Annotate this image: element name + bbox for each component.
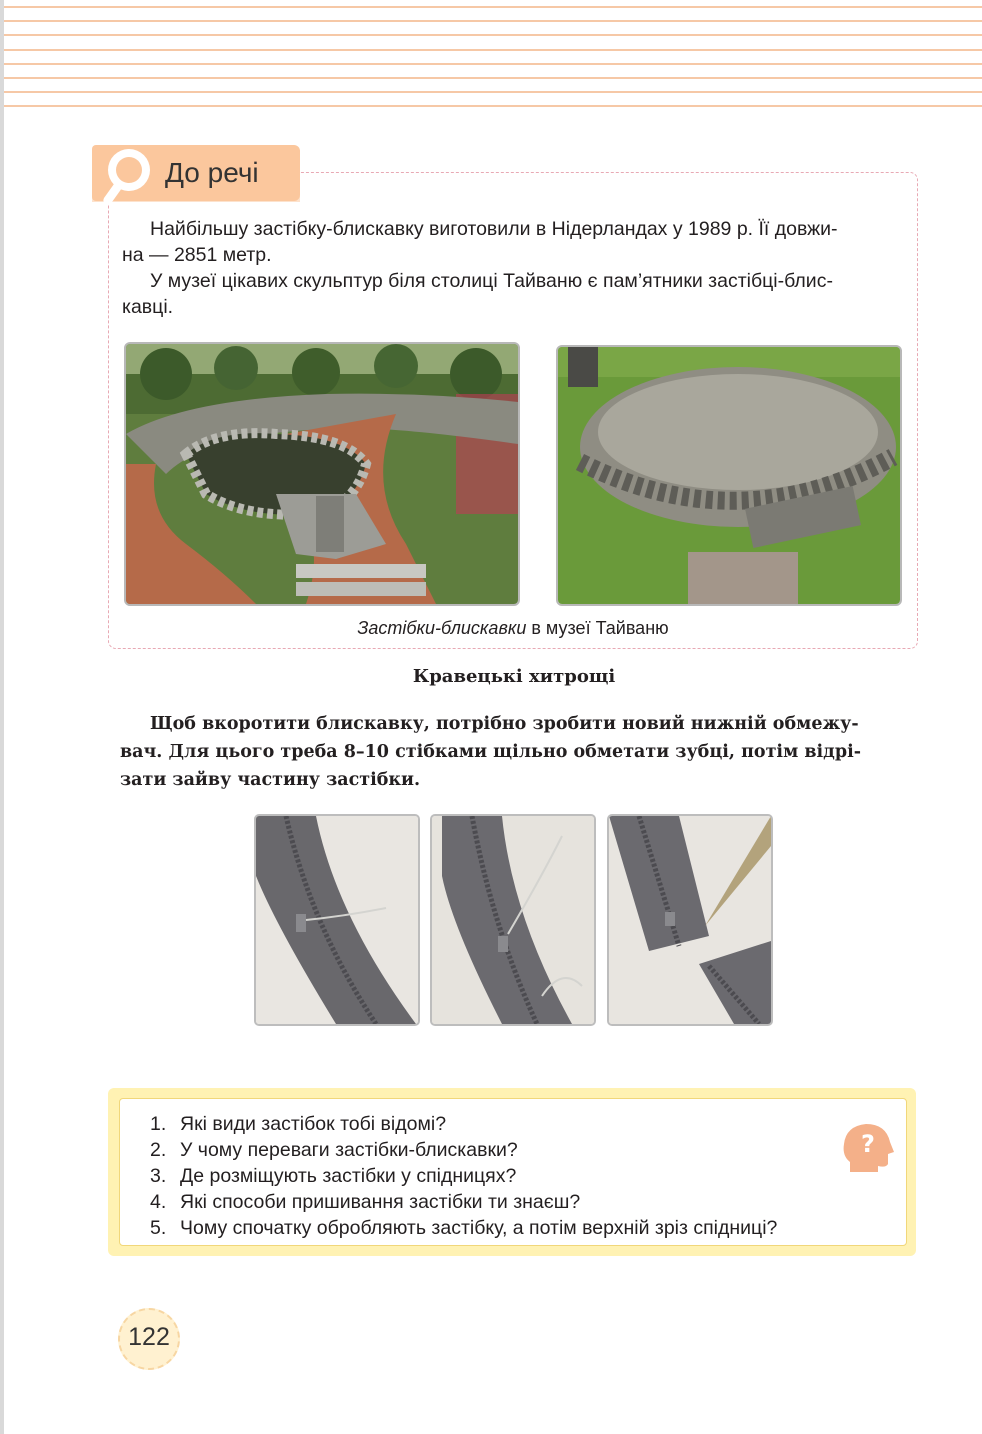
question-item (150, 1111, 777, 1137)
question-text: У чому переваги застібки-блискавки? (180, 1139, 518, 1161)
question-item (150, 1189, 777, 1215)
photo-zipper-garden (124, 342, 520, 606)
question-text: Які види застібок тобі відомі? (180, 1113, 447, 1135)
question-item (150, 1163, 777, 1189)
question-number: 2. (150, 1139, 167, 1161)
fact-box-title: До речі (165, 157, 259, 188)
question-text: Які способи пришивання застібки ти знаєш? (180, 1191, 581, 1213)
fact-paragraph-1 (122, 216, 912, 268)
page-edge (0, 0, 4, 1434)
head-question-icon (838, 1118, 896, 1176)
fact-paragraph-1-line-2: на — 2851 метр. (122, 244, 272, 266)
fact-paragraph-2-line-2: кавці. (122, 296, 174, 318)
ruled-header (4, 0, 982, 110)
questions-list (150, 1111, 777, 1241)
photo-zipper-step-2 (430, 814, 596, 1026)
section-paragraph (120, 710, 920, 794)
question-number: 3. (150, 1165, 167, 1187)
section-paragraph-line-3: зати зайву частину застібки. (120, 770, 421, 790)
fact-paragraph-2-line-1: У музеї цікавих скульптур біля столиці Тайваню є пам’ятники застібці-блис- (150, 270, 833, 292)
photo-zipper-sculpture (556, 345, 902, 606)
section-paragraph-line-1: Щоб вкоротити блискавку, потрібно зробити новий нижній обмежу- (150, 714, 859, 734)
svg-text:?: ? (861, 1130, 875, 1158)
question-text: Де розміщують застібки у спідницях? (180, 1165, 517, 1187)
page-number: 122 (128, 1323, 170, 1351)
question-number: 5. (150, 1217, 167, 1239)
question-number: 4. (150, 1191, 167, 1213)
photo-caption (108, 618, 918, 639)
fact-paragraph-2 (122, 268, 912, 320)
photo-caption-italic: Застібки-блискавки (357, 618, 527, 638)
question-text: Чому спочатку обробляють застібку, а потім верхній зріз спідниці? (180, 1217, 778, 1239)
fact-paragraph-1-line-1: Найбільшу застібку-блискавку виготовили в Нідерландах у 1989 р. Її довжи- (150, 218, 838, 240)
section-heading: Кравецькі хитрощі (412, 666, 616, 687)
magnifier-icon (98, 146, 156, 208)
photo-zipper-step-1 (254, 814, 420, 1026)
question-item (150, 1137, 777, 1163)
section-paragraph-line-2: вач. Для цього треба 8–10 стібками щільно обметати зубці, потім відрі- (120, 742, 861, 762)
question-item (150, 1215, 777, 1241)
photo-caption-rest: в музеї Тайваню (526, 618, 669, 638)
question-number: 1. (150, 1113, 167, 1135)
photo-zipper-step-3 (607, 814, 773, 1026)
